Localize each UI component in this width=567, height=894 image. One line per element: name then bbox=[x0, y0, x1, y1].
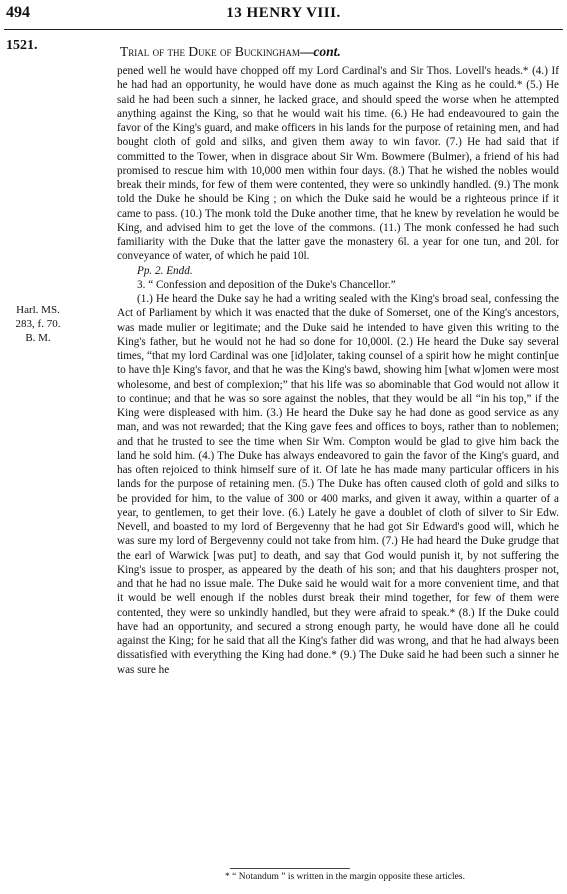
year-marker: 1521. bbox=[6, 38, 38, 53]
paragraph-continued: pened well he would have chopped off my Lord Cardinal's and Sir Thos. Lovell's heads.* (4.) If he had had an opportunity, he would have done as much against the King as he could.* (5.) He said he had been such a sinner, he lacked grace, and should speed the worse when he attempted anything against the King, so that he would wait his time. (6.) He had endeavoured to gain the favor of the King's guard, and make officers in his lands for the purpose of retaining men, and had bought cloth of gold and silks, and given them away to win favor. (7.) He had said that if committed to the Tower, when in disgrace about Sir Wm. Bowmere (Bulmer), a friend of his had promised to rescue him with 10,000 men within four days. (8.) That he wished the nobles would break their minds, for few of them were contented, they were so unkindly handled. (9.) The monk told the Duke he should be King ; on which the Duke said he would be a righteous prince if it came to pass. (10.) The monk told the Duke another time, that he knew by revelation he would be King, and advised him to get the love of the commons. (11.) The monk confessed he had such familiarity with the Duke that the latter gave the monastery 6l. a year for one tun, and 20l. for conveyance of water, of which he paid 10l. bbox=[117, 65, 559, 263]
running-head: 13 HENRY VIII. bbox=[226, 5, 341, 21]
margin-ref-line3: B. M. bbox=[25, 332, 51, 344]
footnote: * “ Notandum ” is written in the margin opposite these articles. bbox=[225, 872, 465, 882]
section-cont: —cont. bbox=[299, 44, 341, 59]
section-heading bbox=[120, 44, 341, 60]
margin-ref-line2: 283, f. 70. bbox=[15, 318, 61, 330]
section-title: Trial of the Duke of Buckingham bbox=[120, 44, 300, 59]
margin-ref-line1: Harl. MS. bbox=[16, 304, 60, 316]
pages-endorsed bbox=[117, 264, 559, 278]
header-rule bbox=[4, 29, 563, 30]
pp-endd-label: Pp. 2. Endd. bbox=[137, 264, 193, 277]
paragraph-deposition: (1.) He heard the Duke say he had a writing sealed with the King's broad seal, confessing the Act of Parliament by which it was enacted that the duke of Somerset, one of the King's ancestors, was made mulier or legitimate; and the Duke said he intended to have given this writing to the King's father, but he would not he had so done for 10,000l. (2.) He heard the Duke say several times, “that my lord Cardinal was one [id]olater, taking counsel of a spirit how he might contin[ue to have th]e King's favor, and that he was the King's bawd, showing him [what w]omen were most wholesome, and best of complexion;” that his life was so abominable that God would not allow it to continue; and that he was so sore against the nobles, that they would be all “in his top,” if the King were displeased with him. (3.) He heard the Duke say he had done as good service as any man, and was not rewarded; that the King gave fees and offices to boys, rather than to noblemen; and that he trusted to see the time when Sir Wm. Compton would be glad to give him back the land he sold him. (4.) The Duke has always endeavored to gain the favor of the King's guard, and has often rejoiced to think himself sure of it. Of late he has made many particular officers in his lands for the purpose of retaining men. (5.) The Duke has often caused cloth of gold and silks to be provided for him, to the value of 300 or 400 marks, and given it away, within a quarter of a year, to gentlemen, to get their love. (6.) Lately he gave a doublet of cloth of silver to Sir Edw. Nevell, and boasted to my lord of Bergevenny that he had got Sir Edward's good will, which he was sure my lord of Bergevenny could not take from him. (7.) He had heard the Duke grudge that the earl of Warwick [was put] to death, and say that God would punish it, by not suffering the King's issue to prosper, as appeared by the death of his son; and that his daughters prosper not, and that he had no issue male. The Duke said he would wait for a more convenient time, and that it would be well enough if the nobles durst break their mind together, for few of them were contented, they were so unkindly handled, but they were afraid to speak.* (8.) If the Duke could have had an opportunity, and secured a strong enough party, he would have done all he could against the King; for he said that all the King's father did was wrong, and that he had always been dissatisfied with everything the King had done.* (9.) The Duke said he had been such a sinner he was sure he bbox=[117, 293, 559, 676]
footnote-rule bbox=[230, 868, 350, 869]
body-text-top bbox=[117, 64, 559, 677]
margin-reference bbox=[6, 303, 70, 345]
page-number: 494 bbox=[6, 4, 30, 21]
item-3-heading: 3. “ Confession and deposition of the Duke's Chancellor.” bbox=[137, 278, 396, 291]
